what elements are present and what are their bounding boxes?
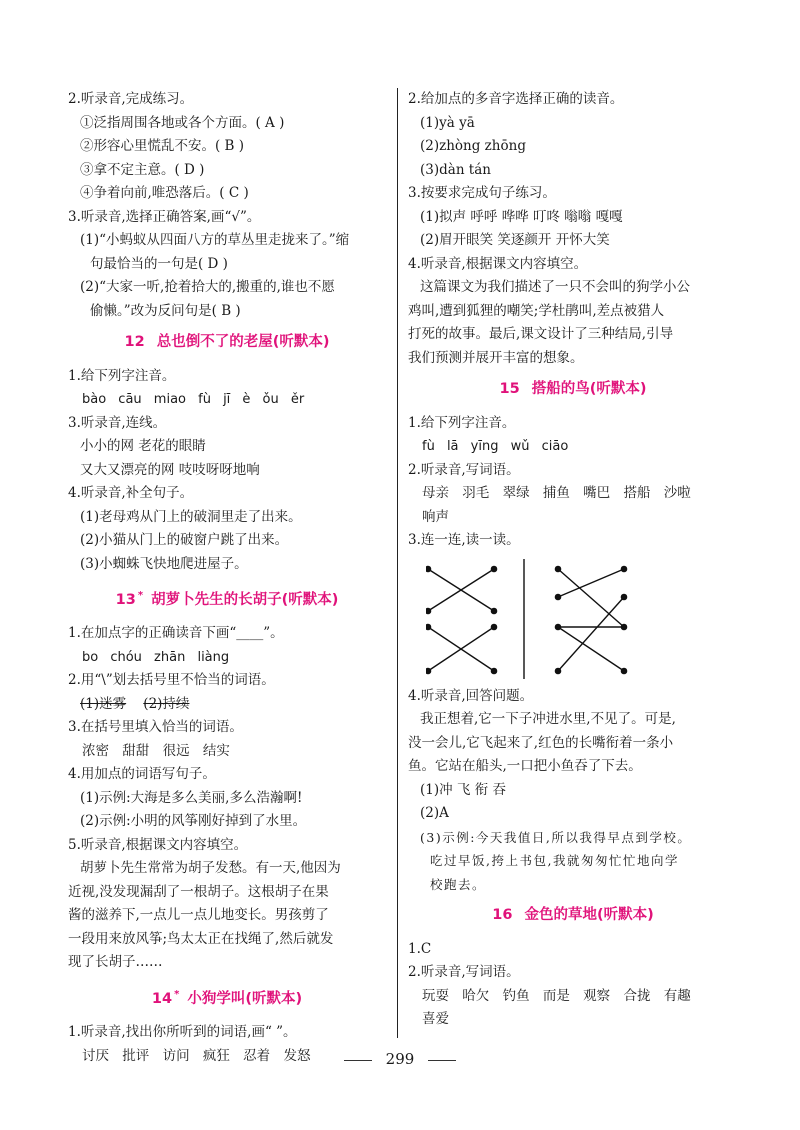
struck-word: (2)持续	[143, 695, 190, 712]
section-heading-16	[408, 904, 738, 928]
match-dot	[426, 566, 431, 571]
section-number: 15	[499, 381, 520, 397]
question-title: 1.听录音,找出你所听到的词语,画“ ”。	[68, 1024, 297, 1041]
question-title: 4.听录音,回答问题。	[408, 687, 534, 704]
answer-line: (2)A	[420, 805, 449, 821]
match-dot	[621, 624, 626, 629]
match-dot	[621, 594, 626, 599]
section-title: 金色的草地(听默本)	[524, 907, 654, 923]
answer-line: ①泛指周围各地或各个方面。( A )	[80, 114, 285, 131]
pinyin-answer: bo chóu zhān liàng	[82, 649, 230, 665]
section-title: 胡萝卜先生的长胡子(听默本)	[151, 591, 339, 608]
match-dot	[491, 566, 496, 571]
answer-line: ③拿不定主意。( D )	[80, 161, 205, 178]
section-number: 12	[124, 334, 145, 350]
answer-line: 偷懒。”改为反问句是( B )	[90, 302, 241, 319]
answer-line: (1)“小蚂蚁从四面八方的草丛里走拢来了。”缩	[80, 232, 350, 248]
section-title: 总也倒不了的老屋(听默本)	[156, 334, 330, 350]
paragraph-line: 酱的滋养下,一点儿一点儿地变长。男孩剪了	[68, 907, 329, 924]
section-number: 13	[115, 591, 136, 608]
match-dot	[426, 624, 431, 629]
paragraph-line: 没一会儿,它飞起来了,红色的长嘴衔着一条小	[408, 734, 674, 751]
answer-line: 校跑去。	[430, 876, 487, 892]
answer-line: (1)拟声 呼呼 哗哗 叮咚 嗡嗡 嘎嘎	[420, 208, 623, 225]
right-column	[408, 88, 738, 1032]
question-title: 2.给加点的多音字选择正确的读音。	[408, 91, 624, 107]
question-title: 3.听录音,选择正确答案,画“√”。	[68, 208, 261, 225]
word-list: 玩耍 哈欠 钓鱼 而是 观察 合拢 有趣	[422, 987, 691, 1004]
paragraph-line: 我们预测并展开丰富的想象。	[408, 349, 584, 366]
page-number-dash	[428, 1060, 456, 1061]
question-title: 3.在括号里填入恰当的词语。	[68, 719, 243, 736]
question-title: 1.给下列字注音。	[408, 414, 516, 431]
section-heading-13	[68, 584, 386, 612]
match-dot	[491, 668, 496, 673]
answer-line	[68, 693, 386, 717]
match-dot	[621, 566, 626, 571]
answer-line: (1)yà yā	[420, 114, 475, 131]
pinyin-answer: fù lā yīng wǔ ciāo	[422, 439, 569, 454]
answer-line: 又大又漂亮的网 吱吱呀呀地响	[80, 461, 260, 478]
question-title: 2.听录音,写词语。	[408, 461, 520, 478]
answer-line: (2)zhòng zhōng	[420, 138, 526, 154]
answer-line: (3)小蜘蛛飞快地爬进屋子。	[80, 555, 248, 572]
page-number	[0, 1050, 800, 1068]
answer-line: (1)老母鸡从门上的破洞里走了出来。	[80, 508, 302, 525]
section-heading-14	[68, 983, 386, 1011]
match-dot	[491, 608, 496, 613]
match-dot	[555, 566, 560, 571]
question-title: 5.听录音,根据课文内容填空。	[68, 836, 248, 853]
question-title: 4.听录音,补全句子。	[68, 485, 194, 501]
answer-line: ②形容心里慌乱不安。( B )	[80, 138, 245, 154]
answer-line: (2)示例:小明的风筝刚好掉到了水里。	[80, 813, 307, 830]
section-title: 搭船的鸟(听默本)	[531, 381, 647, 397]
question-title: 4.听录音,根据课文内容填空。	[408, 255, 588, 272]
section-number: 14	[151, 990, 173, 1007]
paragraph-line: 胡萝卜先生常常为胡子发愁。有一天,他因为	[80, 860, 341, 877]
question-title: 4.用加点的词语写句子。	[68, 766, 216, 783]
match-dot	[426, 608, 431, 613]
pinyin-answer: bào cāu miao fù jī è ǒu ěr	[82, 392, 305, 407]
question-title: 3.听录音,连线。	[68, 414, 167, 431]
answer-line: 小小的网 老花的眼睛	[80, 438, 206, 454]
answer-line: (2)小猫从门上的破窗户跳了出来。	[80, 532, 289, 548]
word-list: 响声	[422, 508, 449, 525]
page-number-value: 299	[385, 1050, 415, 1068]
star-mark: *	[174, 988, 180, 1000]
question-title: 2.用“\”划去括号里不恰当的词语。	[68, 672, 275, 689]
match-dot	[621, 668, 626, 673]
left-column	[68, 88, 386, 1068]
star-mark: *	[137, 590, 144, 601]
answer-line: (3)示例:今天我值日,所以我得早点到学校。	[420, 829, 692, 845]
matching-lines-diagram	[426, 559, 656, 679]
match-dot	[555, 594, 560, 599]
answer-line: (2)“大家一听,抢着拾大的,搬重的,谁也不愿	[80, 279, 335, 295]
section-title: 小狗学叫(听默本)	[187, 990, 303, 1007]
answer-line: (1)冲 飞 衔 吞	[420, 781, 506, 798]
answer-line: 1.C	[408, 940, 432, 957]
paragraph-line: 鱼。它站在船头,一口把小鱼吞了下去。	[408, 758, 642, 774]
paragraph-line: 我正想着,它一下子冲进水里,不见了。可是,	[420, 711, 676, 727]
paragraph-line: 一段用来放风筝;鸟太太正在找绳了,然后就发	[68, 930, 334, 947]
word-list: 喜爱	[422, 1011, 449, 1027]
section-heading-15	[408, 378, 738, 402]
column-divider	[397, 88, 398, 1038]
word-list: 母亲 羽毛 翠绿 捕鱼 嘴巴 搭船 沙啦	[422, 485, 691, 501]
answer-line: 吃过早饭,挎上书包,我就匆匆忙忙地向学	[430, 853, 679, 868]
match-line	[558, 569, 624, 597]
question-title: 2.听录音,写词语。	[408, 964, 520, 980]
paragraph-line: 现了长胡子……	[68, 954, 163, 971]
paragraph-line: 这篇课文为我们描述了一只不会叫的狗学小公	[420, 279, 690, 295]
paragraph-line: 鸡叫,遭到狐狸的嘲笑;学杜鹃叫,差点被猎人	[408, 302, 665, 319]
match-dot	[555, 668, 560, 673]
question-title: 1.给下列字注音。	[68, 367, 176, 384]
match-dot	[491, 624, 496, 629]
answer-line: (2)眉开眼笑 笑逐颜开 开怀大笑	[420, 232, 610, 248]
struck-word: (1)迷雾	[80, 695, 127, 712]
paragraph-line: 打死的故事。最后,课文设计了三种结局,引导	[408, 326, 674, 342]
match-line	[558, 569, 624, 627]
section-heading-12	[68, 331, 386, 355]
answer-line: ④争着向前,唯恐落后。( C )	[80, 185, 249, 201]
paragraph-line: 近视,没发现漏刮了一根胡子。这根胡子在果	[68, 883, 329, 900]
match-dot	[426, 668, 431, 673]
question-title: 2.听录音,完成练习。	[68, 91, 194, 107]
question-title: 3.按要求完成句子练习。	[408, 185, 556, 201]
answer-line: (1)示例:大海是多么美丽,多么浩瀚啊!	[80, 789, 303, 806]
answer-line: 句最恰当的一句是( D )	[90, 255, 228, 272]
question-title: 3.连一连,读一读。	[408, 532, 520, 548]
question-title: 1.在加点字的正确读音下画“____”。	[68, 625, 284, 642]
match-dot	[555, 624, 560, 629]
word-list: 浓密 甜甜 很远 结实	[82, 742, 230, 759]
word-list: 讨厌 批评 访问 疯狂 忍着 发怒	[82, 1047, 311, 1064]
answer-line: (3)dàn tán	[420, 161, 491, 178]
section-number: 16	[492, 907, 513, 923]
page-number-dash	[344, 1060, 372, 1061]
